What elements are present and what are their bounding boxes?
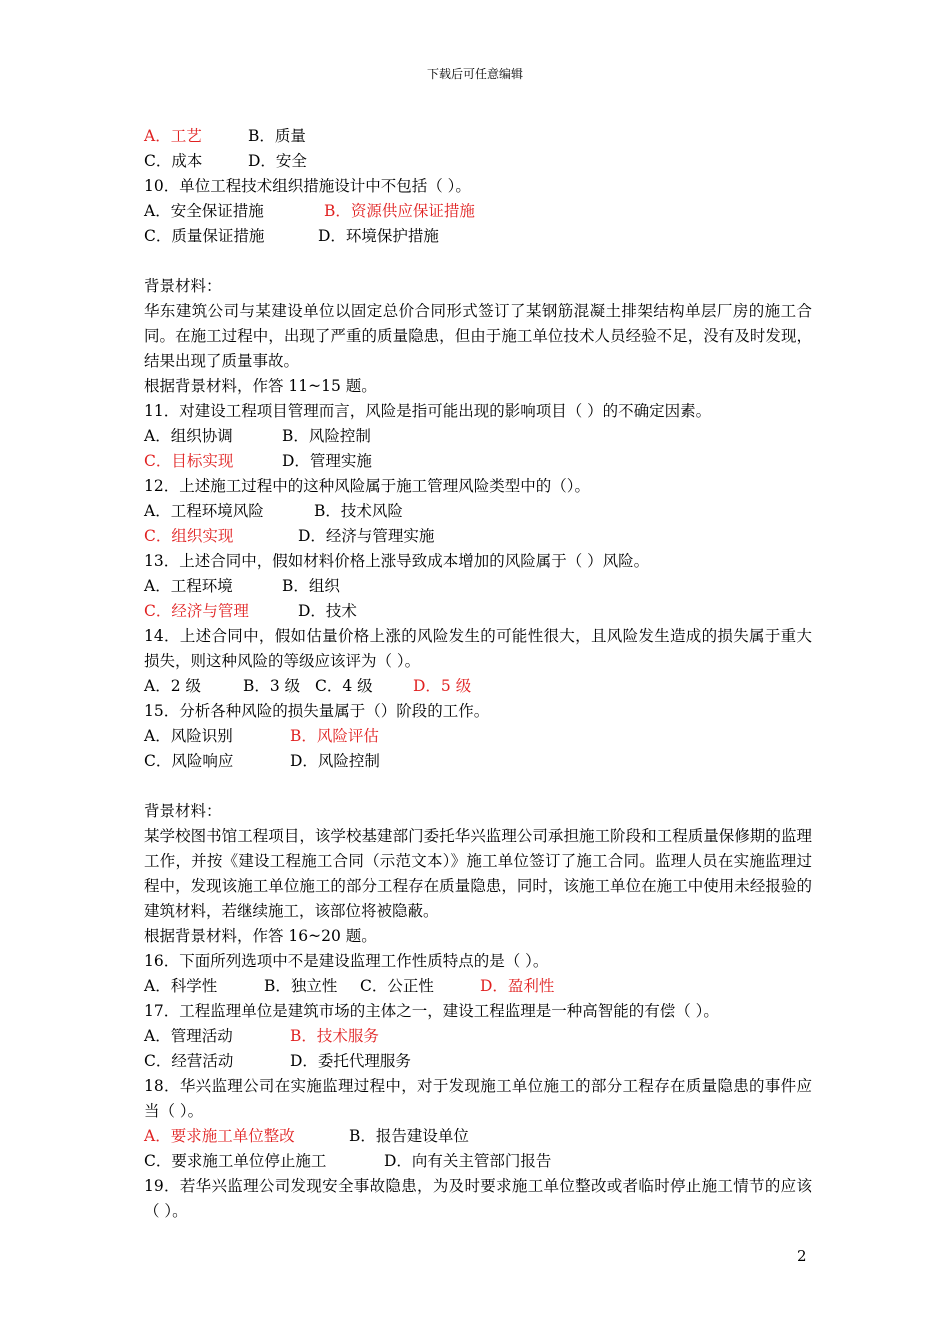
option: B．报告建设单位 <box>349 1127 469 1145</box>
blank-line <box>144 774 812 799</box>
text-line: 16．下面所列选项中不是建设监理工作性质特点的是（ ）。 <box>144 952 549 970</box>
option: B．独立性 <box>264 977 338 995</box>
option-row <box>144 1149 812 1174</box>
option: C．风险响应 <box>144 752 234 770</box>
page-number: 2 <box>797 1247 807 1265</box>
option-row <box>144 574 812 599</box>
option: C．要求施工单位停止施工 <box>144 1152 327 1170</box>
option: A．管理活动 <box>144 1027 233 1045</box>
answer-option: C．经济与管理 <box>144 602 249 620</box>
answer-option: A．要求施工单位整改 <box>144 1127 295 1145</box>
option: B．风险控制 <box>282 427 371 445</box>
blank-line <box>144 249 812 274</box>
option-row <box>144 449 812 474</box>
option-row <box>144 124 812 149</box>
text-line: 10．单位工程技术组织措施设计中不包括（ ）。 <box>144 177 471 195</box>
text-line: 13．上述合同中，假如材料价格上涨导致成本增加的风险属于（ ）风险。 <box>144 552 650 570</box>
option-row <box>144 1124 812 1149</box>
text-line: 根据背景材料，作答 11~15 题。 <box>144 377 377 395</box>
paragraph: 某学校图书馆工程项目，该学校基建部门委托华兴监理公司承担施工阶段和工程质量保修期的监理工作，并按《建设工程施工合同（示范文本）》施工单位签订了施工合同。监理人员在实施监理过程中，发现该施工单位施工的部分工程存在质量隐患，同时，该施工单位在施工中使用未经报验的建筑材料，若继续施工，该部位将被隐蔽。 <box>144 827 812 920</box>
option-row <box>144 974 812 999</box>
option: B．3 级 <box>243 677 301 695</box>
option: C．4 级 <box>315 677 373 695</box>
answer-option: D．5 级 <box>413 677 472 695</box>
page-header: 下载后可任意编辑 <box>426 67 523 81</box>
answer-option: C．组织实现 <box>144 527 234 545</box>
option-row <box>144 749 812 774</box>
paragraph: 19．若华兴监理公司发现安全事故隐患，为及时要求施工单位整改或者临时停止施工情节的应该（ ）。 <box>144 1177 812 1220</box>
text-line: 背景材料： <box>144 277 222 295</box>
option: D．向有关主管部门报告 <box>384 1152 552 1170</box>
option: D．技术 <box>298 602 357 620</box>
option: A．工程环境 <box>144 577 233 595</box>
option-row <box>144 199 812 224</box>
option: D．环境保护措施 <box>318 227 439 245</box>
option: A．组织协调 <box>144 427 233 445</box>
option: C．公正性 <box>360 977 434 995</box>
option: D．安全 <box>248 152 307 170</box>
text-line: 背景材料： <box>144 802 222 820</box>
option: B．技术风险 <box>314 502 403 520</box>
option: A．安全保证措施 <box>144 202 264 220</box>
option: D．管理实施 <box>282 452 372 470</box>
option: A．工程环境风险 <box>144 502 264 520</box>
option: D．经济与管理实施 <box>298 527 435 545</box>
option-row <box>144 424 812 449</box>
text-line: 17．工程监理单位是建筑市场的主体之一，建设工程监理是一种高智能的有偿（ ）。 <box>144 1002 719 1020</box>
paragraph: 18．华兴监理公司在实施监理过程中，对于发现施工单位施工的部分工程存在质量隐患的事件应当（ ）。 <box>144 1077 812 1120</box>
option-row <box>144 499 812 524</box>
answer-option: B．资源供应保证措施 <box>324 202 475 220</box>
option: C．经营活动 <box>144 1052 234 1070</box>
text-line: 11．对建设工程项目管理而言，风险是指可能出现的影响项目（ ）的不确定因素。 <box>144 402 712 420</box>
option-row <box>144 149 812 174</box>
option: D．风险控制 <box>290 752 380 770</box>
answer-option: A．工艺 <box>144 127 202 145</box>
option-row <box>144 224 812 249</box>
paragraph: 14．上述合同中，假如估量价格上涨的风险发生的可能性很大，且风险发生造成的损失属于重大损失，则这种风险的等级应该评为（ ）。 <box>144 627 812 670</box>
option: C．成本 <box>144 152 203 170</box>
option-row <box>144 599 812 624</box>
answer-option: B．技术服务 <box>290 1027 379 1045</box>
option-row <box>144 1024 812 1049</box>
option: A．科学性 <box>144 977 218 995</box>
option-row <box>144 524 812 549</box>
option: A．2 级 <box>144 677 201 695</box>
option: B．组织 <box>282 577 340 595</box>
answer-option: D．盈利性 <box>480 977 555 995</box>
text-line: 根据背景材料，作答 16~20 题。 <box>144 927 377 945</box>
option: A．风险识别 <box>144 727 233 745</box>
option-row <box>144 674 812 699</box>
answer-option: C．目标实现 <box>144 452 234 470</box>
text-line: 15．分析各种风险的损失量属于（）阶段的工作。 <box>144 702 490 720</box>
option: B．质量 <box>248 127 306 145</box>
answer-option: B．风险评估 <box>290 727 379 745</box>
option-row <box>144 1049 812 1074</box>
option-row <box>144 724 812 749</box>
text-line: 12．上述施工过程中的这种风险属于施工管理风险类型中的（）。 <box>144 477 590 495</box>
option: D．委托代理服务 <box>290 1052 411 1070</box>
paragraph: 华东建筑公司与某建设单位以固定总价合同形式签订了某钢筋混凝土排架结构单层厂房的施工合同。在施工过程中，出现了严重的质量隐患，但由于施工单位技术人员经验不足，没有及时发现，结果出现了质量事故。 <box>144 302 812 370</box>
document-body <box>144 124 812 1224</box>
option: C．质量保证措施 <box>144 227 265 245</box>
